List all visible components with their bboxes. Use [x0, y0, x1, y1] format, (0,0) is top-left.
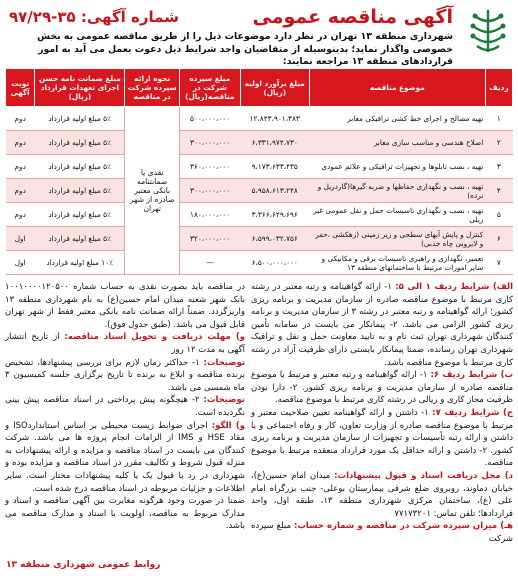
cell-guarantee: ۵٪ مبلغ اولیه قرارداد [35, 107, 125, 131]
table-body [6, 107, 513, 275]
col-header-guarantee: مبلغ ضمانت نامه حسن اجرای تعهدات قرارداد (ریال) [35, 69, 125, 107]
cell-guarantee: ۵٪ مبلغ اولیه قرارداد [35, 155, 125, 179]
condition-text: در مناقصه باید بصورت نقدی به حساب شماره ۱۰۰۱۰۰۰۰۱۲۰۵۰۰ بانک شهر شعبه میدان امام حسین(ع) به نام شهرداری منطقه ۱۳ واریزگردد. ضمناً ارائه ضمانت نامه بانکی معتبر فقط از شهر تهران قابل قبول می باشد. (طبق جدول فوق). [5, 282, 245, 330]
cell-deposit: ۳۶۰،۰۰۰،۰۰۰ [179, 155, 240, 179]
cell-subject: تهیه ، نصب و نگهداری حفاظها و ضربه گیرها(گاردریل و نرده) [309, 179, 485, 203]
col-header-deposit: مبلغ سپرده شرکت در مناقصه(ریال) [179, 69, 240, 107]
cell-row-number: ۵ [485, 203, 512, 227]
notice-title: آگهی مناقصه عمومی [252, 6, 453, 28]
table-row [6, 227, 513, 251]
cell-subject: تهیه مصالح و اجرای خط کشی ترافیکی معابر [309, 107, 485, 131]
cell-deposit: ۳۲۰،۰۰۰،۰۰۰ [179, 227, 240, 251]
cell-turn: دوم [6, 179, 35, 203]
condition-text: ۱- حداکثر زمان لازم برای بررسی پیشنهادها، تشخیص برنده مناقصه و ابلاغ به برنده تا تاریخ برگزاری جلسه کمیسیون ۳ ماه شمسی می باشد. [5, 357, 245, 393]
table-row [6, 203, 513, 227]
cell-deposit-method: نقدی یا ضمانتنامه بانکی معتبر صادره از شهر تهران [125, 107, 179, 275]
col-header-deposit-method: نحوه ارائه سپرده شرکت در مناقصه [125, 69, 179, 107]
cell-subject: تهیه ، نصب و نگهداری تاسیسات حمل و نقل عمومی غیر ریلی [309, 203, 485, 227]
condition-heading: توضیحات: [203, 395, 245, 406]
condition-heading: ب) شرایط ردیف ۶: [430, 370, 513, 381]
cell-row-number: ۳ [485, 155, 512, 179]
condition-text: ۲- هیچگونه پیش پرداختی در اسناد مناقصه پیش بینی نگردیده است. [5, 395, 245, 418]
cell-turn: اول [6, 251, 35, 275]
condition-paragraph [251, 520, 513, 545]
table-header-row [6, 69, 513, 107]
cell-subject: تهیه ، نصب تابلوها و تجهیزات ترافیکی و علائم عمودی [309, 155, 485, 179]
cell-row-number: ۱ [485, 107, 512, 131]
condition-text: میدان امام حسین(ع)، خیابان دماوند، روبروی ضلع شرقی بیمارستان بوعلی- جنب بزرگراه امام علی (ع)، ساختمان مرکزی شهرداری منطقه ۱۳، طبقه اول، واحد قراردادها؛ تلفن تماس: ۷۷۱۷۳۲۰۱ [251, 470, 513, 519]
condition-heading: و) مهلت دریافت و تحویل اسناد مناقصه: [64, 332, 245, 343]
cell-deposit: ۳۰۰،۰۰۰،۰۰۰ [179, 131, 240, 155]
table-row [6, 179, 513, 203]
cell-estimate: ۵،۹۵۸،۶۱۳،۲۴۸ [240, 179, 309, 203]
table-row [6, 251, 513, 275]
cell-estimate: ۶،۵۰۰،۰۰۰،۰۰۰ [240, 251, 309, 275]
condition-text: اجرای ضوابط زیست محیطی بر اساس استانداردISO و مقاد HSE و IMS از الزامات انجام پروژه ها می باشد. شرکت کنندگان می بایست در اسناد مناقصه و مزایده و ارائه پیشنهادات به منزله قبول شروط و تکالیف مقرر در اسناد مناقصه و مزایده بوده و شهرداری در رد یا قبول یک یا کلیه پیشنهادات مختار است. سایر اطلاعات و جزئیات مربوطه در اسناد مناقصه درج شده است. [5, 420, 245, 494]
condition-heading: و) الگو: [211, 420, 245, 431]
cell-row-number: ۷ [485, 251, 512, 275]
cell-row-number: ۲ [485, 131, 512, 155]
notice-number: شماره آگهی: ۳۵-۹۷/۲۹ [9, 8, 179, 26]
tender-table [5, 68, 513, 275]
condition-paragraph [5, 420, 245, 496]
cell-estimate: ۶،۵۹۹،۰۳۲،۷۵۶ [240, 227, 309, 251]
condition-paragraph [5, 495, 245, 533]
public-relations-signature: روابط عمومی شهرداری منطقه ۱۳ [6, 560, 161, 570]
cell-deposit: ۳۰۰،۰۰۰،۰۰۰ [179, 179, 240, 203]
conditions-column-right [251, 281, 513, 545]
cell-turn: دوم [6, 131, 35, 155]
condition-paragraph [251, 407, 513, 470]
cell-estimate: ۶،۳۳۱،۹۷۴،۷۳۰ [240, 131, 309, 155]
cell-estimate: ۹،۱۷۳،۶۳۳،۴۳۵ [240, 155, 309, 179]
condition-text: مبلغ سپرده شرکت [251, 521, 513, 544]
table-row [6, 107, 513, 131]
condition-paragraph [5, 394, 245, 419]
condition-heading: الف) شرایط ردیف ۱ الی ۵: [395, 282, 513, 292]
condition-paragraph [5, 331, 245, 356]
col-header-turn: نوبت آگهی [6, 69, 35, 107]
notice-header [5, 4, 513, 68]
condition-heading: د) محل دریافت اسناد و قبول پیشنهادات: [334, 470, 513, 481]
condition-text: از تاریخ انتشار آگهی به مدت ۱۲ روز [5, 332, 245, 355]
cell-subject: تعمیر، نگهداری و راهبری تاسیسات برقی و مکانیکی و سایر امورات مرتبط با ساختمانهای منطقه ۱۳ [309, 251, 485, 275]
condition-paragraph [251, 281, 513, 369]
cell-estimate: ۱۲،۸۴۳،۹۰۱،۳۸۳ [240, 107, 309, 131]
cell-turn: اول [6, 227, 35, 251]
condition-text: ضمنا در صورت وجود هرگونه مغایرت بین آگهی مناقصه و اسناد و مدارک مربوط به مناقصه، اولویت با اسناد و مدارک مناقصه می باشد. [5, 496, 245, 532]
municipality-logo-icon [465, 6, 511, 56]
condition-paragraph [251, 369, 513, 407]
condition-text: ۱- داشتن و ارائه گواهینامه تعیین صلاحیت معتبر و مرتبط با موضوع مناقصه صادره از وزارت تعاون، کار و رفاه اجتماعی و یا داشتن و ارائه رتبه تأسیسات و تجهیزات از سازمان مدیریت و برنامه ریزی کشور. ۲- داشتن و ارائه حداقل یک مورد قرارداد منعقده مرتبط با موضوع مناقصه. [251, 407, 513, 469]
cell-guarantee: ۱۰٪ مبلغ اولیه قرارداد [35, 251, 125, 275]
condition-heading: ج) شرایط ردیف ۷: [432, 407, 514, 418]
cell-subject: کنترل و پایش آبهای سطحی و زیر زمینی (زهکشی ،حفر و لایروبی چاه جذبی) [309, 227, 485, 251]
cell-row-number: ۶ [485, 227, 512, 251]
condition-paragraph [5, 281, 245, 331]
cell-guarantee: ۵٪ مبلغ اولیه قرارداد [35, 227, 125, 251]
table-row [6, 131, 513, 155]
col-header-subject: موضوع مناقصه [309, 69, 485, 107]
cell-guarantee: ۵٪ مبلغ اولیه قرارداد [35, 203, 125, 227]
cell-turn: دوم [6, 107, 35, 131]
cell-turn: دوم [6, 155, 35, 179]
condition-paragraph [251, 470, 513, 520]
col-header-row-number: ردیف [485, 69, 512, 107]
cell-deposit: ۱۸۰،۰۰۰،۰۰۰ [179, 203, 240, 227]
cell-guarantee: ۵٪ مبلغ اولیه قرارداد [35, 179, 125, 203]
cell-deposit: ۵۰۰،۰۰۰،۰۰۰ [179, 107, 240, 131]
cell-subject: اصلاح هندسی و مناسب سازی معابر [309, 131, 485, 155]
condition-text: ۱- ارائه گواهینامه و رتبه معتبر و مرتبط با موضوع مناقصه صادره از سازمان مدیریت و برنامه ریزی کشور. ۲- دارا بودن ظرفیت مجاز کاری و ریالی در رشته کاری مرتبط با موضوع مناقصه. [251, 370, 513, 406]
notice-intro: شهرداری منطقه ۱۳ تهران در نظر دارد موضوعات ذیل را از طریق مناقصه عمومی به بخش خصوصی واگذار نماید؛ بدینوسیله از متقاضیان واجد شرایط ذیل دعوت بعمل می آید به امور قراردادهای منطقه ۱۳ مراجعه نمایند: [37, 31, 453, 67]
conditions-column-left [5, 281, 245, 533]
condition-paragraph [5, 357, 245, 395]
table-row [6, 155, 513, 179]
notice-body [5, 281, 514, 544]
col-header-estimate: مبلغ برآورد اولیه (ریال) [240, 69, 309, 107]
cell-row-number: ۴ [485, 179, 512, 203]
condition-heading: توضیحات: [203, 357, 246, 368]
condition-heading: هـ) میزان سپرده شرکت در مناقصه و شماره حساب: [293, 521, 513, 532]
cell-guarantee: ۵٪ مبلغ اولیه قرارداد [35, 131, 125, 155]
cell-turn: دوم [6, 203, 35, 227]
cell-deposit: — [179, 251, 240, 275]
cell-estimate: ۳،۳۶۶،۶۴۹،۶۹۶ [240, 203, 309, 227]
condition-text: ۱- ارائه گواهینامه و رتبه معتبر در رشته کاری مرتبط با موضوع مناقصه صادره از سازمان مدیریت و برنامه ریزی کشور؛ ارائه گواهینامه و رتبه معتبر در رشته ۳ از سازمان مدیریت و برنامه ریزی کشور الزامی می باشد. ۲- پیمانکار می بایست در سامانه تأمین کنندگان شهرداری تهران ثبت نام و به تایید معاونت حمل و نقل و ترافیک شهرداری تهران رسانده، ضمنا پیمانکار بایستی دارای ظرفیت آزاد در رشته کاری مرتبط با موضوع مناقصه باشد. [251, 282, 514, 368]
